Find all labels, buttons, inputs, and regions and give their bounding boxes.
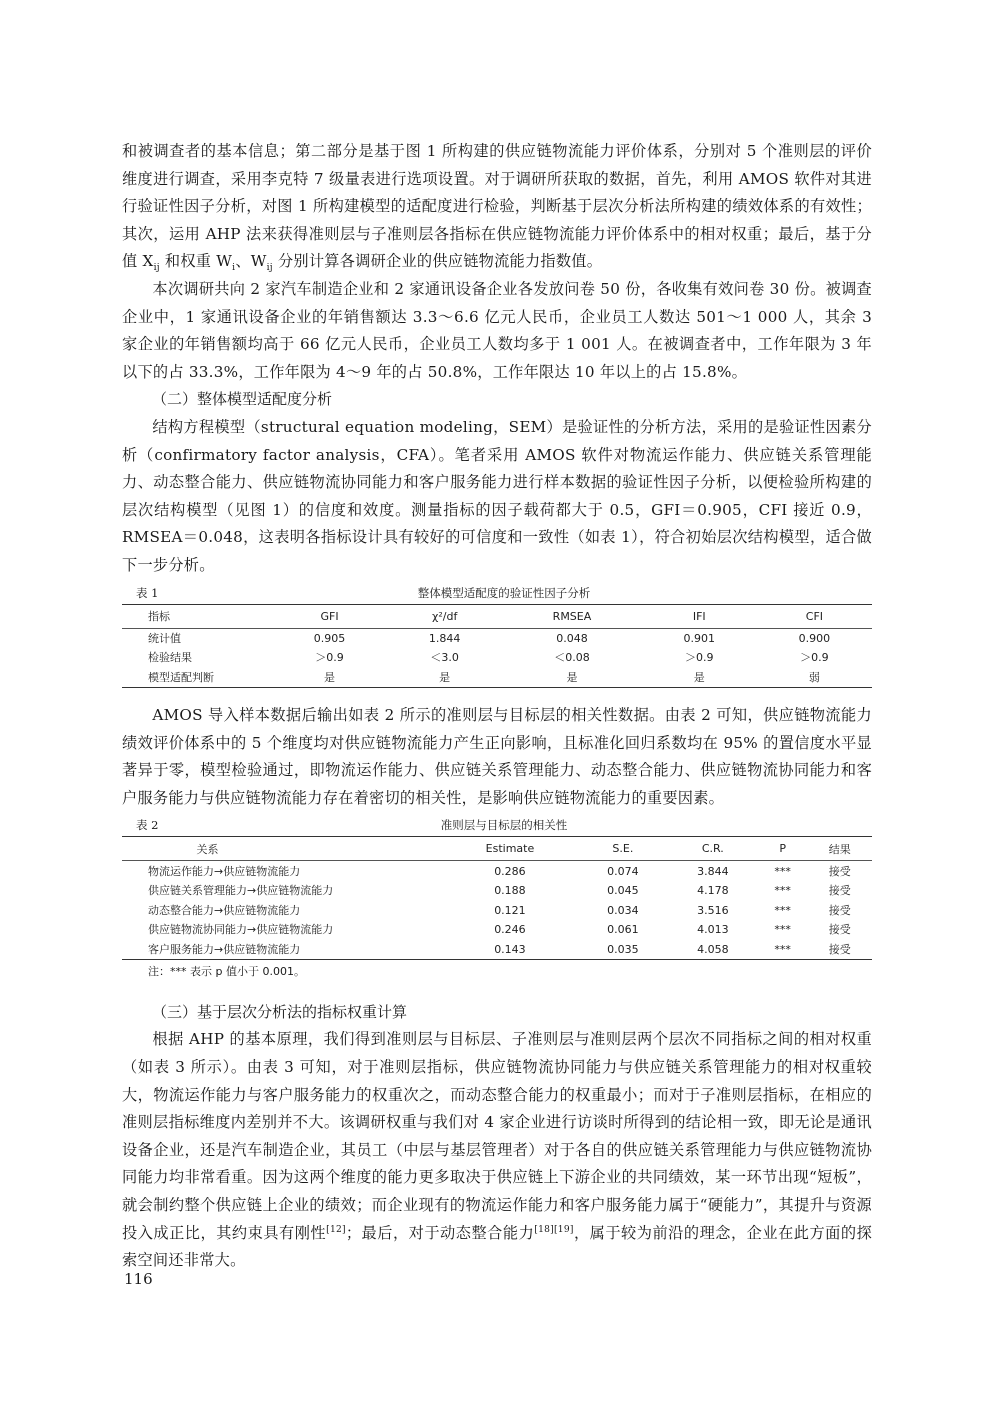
table-row [122,939,872,959]
table-cell: 接受 [808,939,872,959]
table-cell: 检验结果 [148,651,192,665]
table-cell: 1.844 [428,631,461,645]
table-cell: 3.516 [697,903,729,917]
table-cell: 统计值 [148,631,181,645]
table-row [122,628,872,648]
table-cell: 动态整合能力→供应链物流能力 [148,903,301,917]
paragraph-survey-design: 和被调查者的基本信息；第二部分是基于图 1 所构建的供应链物流能力评价体系，分别对 5 个准则层的评价维度进行调查，采用李克特 7 级量表进行选项设置。对于调研所获取的数据，首先，利用 AMOS 软件对其进行验证性因子分析，对图 1 所构建模型的适配度进行检验，判断基于层次分析法所构建的绩效体系的有效性；其次，运用 AHP 法来获得准则层与子准则层各指标在供应链物流能力评价体系中的相对权重；最后，基于分值 $X_{ij}$ 和权重 $W_i$、$W_{ij}$ 分别计算各调研企业的供应链物流能力指数值。 [122,142,872,274]
table-row [122,920,872,940]
table2-note: 注：*** 表示 p 值小于 0.001。 [148,964,305,978]
table-cell: 是 [387,668,502,688]
table1-header: IFI [642,604,757,628]
table-row [122,881,872,901]
table-cell: ＜3.0 [430,651,459,665]
table-cell: 接受 [828,864,851,878]
table-cell: ＞0.9 [685,651,714,665]
table-cell: *** [774,903,791,917]
table-cell: 0.045 [607,884,639,898]
table-cell: 0.074 [607,864,639,878]
table-cell: 0.035 [578,939,668,959]
table1-header: χ²/df [387,604,502,628]
table1-caption [122,582,872,604]
table-cell: 0.143 [442,939,578,959]
table2-header: Estimate [442,837,578,861]
table-cell: 0.900 [798,631,831,645]
table-cell: 4.178 [697,884,729,898]
table2-correlation [122,836,872,960]
paragraph-sem-cfa: 结构方程模型（structural equation modeling，SEM）是验证性的分析方法，采用的是验证性因素分析（confirmatory factor analysis，CFA）。笔者采用 AMOS 软件对物流运作能力、供应链关系管理能力、动态整合能力、供应链物流协同能力和客户服务能力进行样本数据的验证性因子分析，以便检验所构建的层次结构模型（见图 1）的信度和效度。测量指标的因子载荷都大于 0.5，GFI＝0.905，CFI 接近 0.9，RMSEA＝0.048，这表明各指标设计具有较好的可信度和一致性（如表 1），符合初始层次结构模型，适合做下一步分析。 [122,417,872,574]
table2-header: 结果 [808,837,872,861]
page-number: 116 [124,1270,153,1288]
paragraph-ahp-weights: 根据 AHP 的基本原理，我们得到准则层与目标层、子准则层与准则层两个层次不同指标之间的相对权重（如表 3 所示）。由表 3 可知，对于准则层指标，供应链物流协同能力与供应链关系管理能力的相对权重较大，物流运作能力与客户服务能力的权重次之，而动态整合能力的权重最小；而对于子准则层指标，在相应的准则层指标维度内差别并不大。该调研权重与我们对 4 家企业进行访谈时所得到的结论相一致，即无论是通讯设备企业，还是汽车制造企业，其员工（中层与基层管理者）对于各自的供应链关系管理能力与供应链物流协同能力均非常看重。因为这两个维度的能力更多取决于供应链上下游企业的共同绩效，某一环节出现“短板”，就会制约整个供应链上企业的绩效；而企业现有的物流运作能力和客户服务能力属于“硬能力”，其提升与资源投入成正比，其约束具有刚性[12]；最后，对于动态整合能力[18][19]，属于较为前沿的理念，企业在此方面的探索空间还非常大。 [122,1030,873,1270]
table-cell: 0.121 [494,903,526,917]
table2-caption [122,814,872,836]
table-cell: *** [774,864,791,878]
table-cell: 模型适配判断 [122,668,272,688]
table-cell: 4.058 [668,939,758,959]
table1-model-fit [122,604,872,689]
table-cell: 0.901 [683,631,716,645]
table-cell: 弱 [757,668,872,688]
table2-header: 关系 [122,837,442,861]
table-cell: 客户服务能力→供应链物流能力 [122,939,442,959]
table2-header: C.R. [668,837,758,861]
paragraph-survey-sample: 本次调研共向 2 家汽车制造企业和 2 家通讯设备企业各发放问卷 50 份，各收集有效问卷 30 份。被调查企业中，1 家通讯设备企业的年销售额达 3.3～6.6 亿元人民币，企业员工人数达 501～1 000 人，其余 3 家企业的年销售额均高于 66 亿元人民币，企业员工人数均多于 1 001 人。在被调查者中，工作年限为 3 年以下的占 33.3%，工作年限为 4～9 年的占 50.8%，工作年限达 10 年以上的占 15.8%。 [122,279,872,381]
table1-header: CFI [757,604,872,628]
table-cell: 接受 [828,884,851,898]
table1-header: 指标 [122,604,272,628]
page-body [122,138,872,1275]
table-row [122,861,872,881]
table-cell: 是 [642,668,757,688]
table-cell: 接受 [828,903,851,917]
table-cell: 供应链关系管理能力→供应链物流能力 [148,884,334,898]
table-cell: ＞0.9 [315,651,344,665]
table-cell: 0.061 [607,923,639,937]
section-heading-ahp-weights: （三）基于层次分析法的指标权重计算 [152,1002,408,1021]
table2-label: 表 2 [136,818,159,833]
table-row [122,900,872,920]
table-cell: 0.286 [494,864,526,878]
table1-header: GFI [272,604,387,628]
table1-label: 表 1 [136,585,159,600]
table-row [122,668,872,688]
table1-header-row [122,604,872,628]
paragraph-correlation: AMOS 导入样本数据后输出如表 2 所示的准则层与目标层的相关性数据。由表 2 可知，供应链物流能力绩效评价体系中的 5 个维度均对供应链物流能力产生正向影响，且标准化回归系数均在 95% 的置信度水平显著异于零，模型检验通过，即物流运作能力、供应链关系管理能力、动态整合能力、供应链物流协同能力和客户服务能力与供应链物流能力存在着密切的相关性，是影响供应链物流能力的重要因素。 [122,706,872,807]
table-cell: 供应链物流协同能力→供应链物流能力 [148,923,334,937]
table1-header: RMSEA [502,604,642,628]
table-cell: 3.844 [697,864,729,878]
table-cell: *** [758,939,808,959]
citation-ref: [18][19] [534,1224,574,1235]
table1-title: 整体模型适配度的验证性因子分析 [417,585,591,600]
table-cell: 0.048 [556,631,588,645]
table-cell: 是 [272,668,387,688]
table-cell: 0.905 [313,631,346,645]
table-cell: *** [774,923,791,937]
section-heading-model-fit: （二）整体模型适配度分析 [152,390,333,409]
table-cell: 接受 [828,923,851,937]
table2-title: 准则层与目标层的相关性 [440,818,568,833]
table-cell: 物流运作能力→供应链物流能力 [148,864,301,878]
table-row [122,648,872,668]
table-cell: *** [774,884,791,898]
table-cell: 0.246 [494,923,526,937]
table-cell: 0.034 [607,903,639,917]
table2-header: S.E. [578,837,668,861]
table-cell: 0.188 [494,884,526,898]
table-cell: ＜0.08 [554,651,590,665]
table2-header-row [122,837,872,861]
table-cell: 是 [502,668,642,688]
table-cell: 4.013 [697,923,729,937]
citation-ref: [12] [326,1224,346,1235]
table-cell: ＞0.9 [800,651,829,665]
table2-header: P [758,837,808,861]
